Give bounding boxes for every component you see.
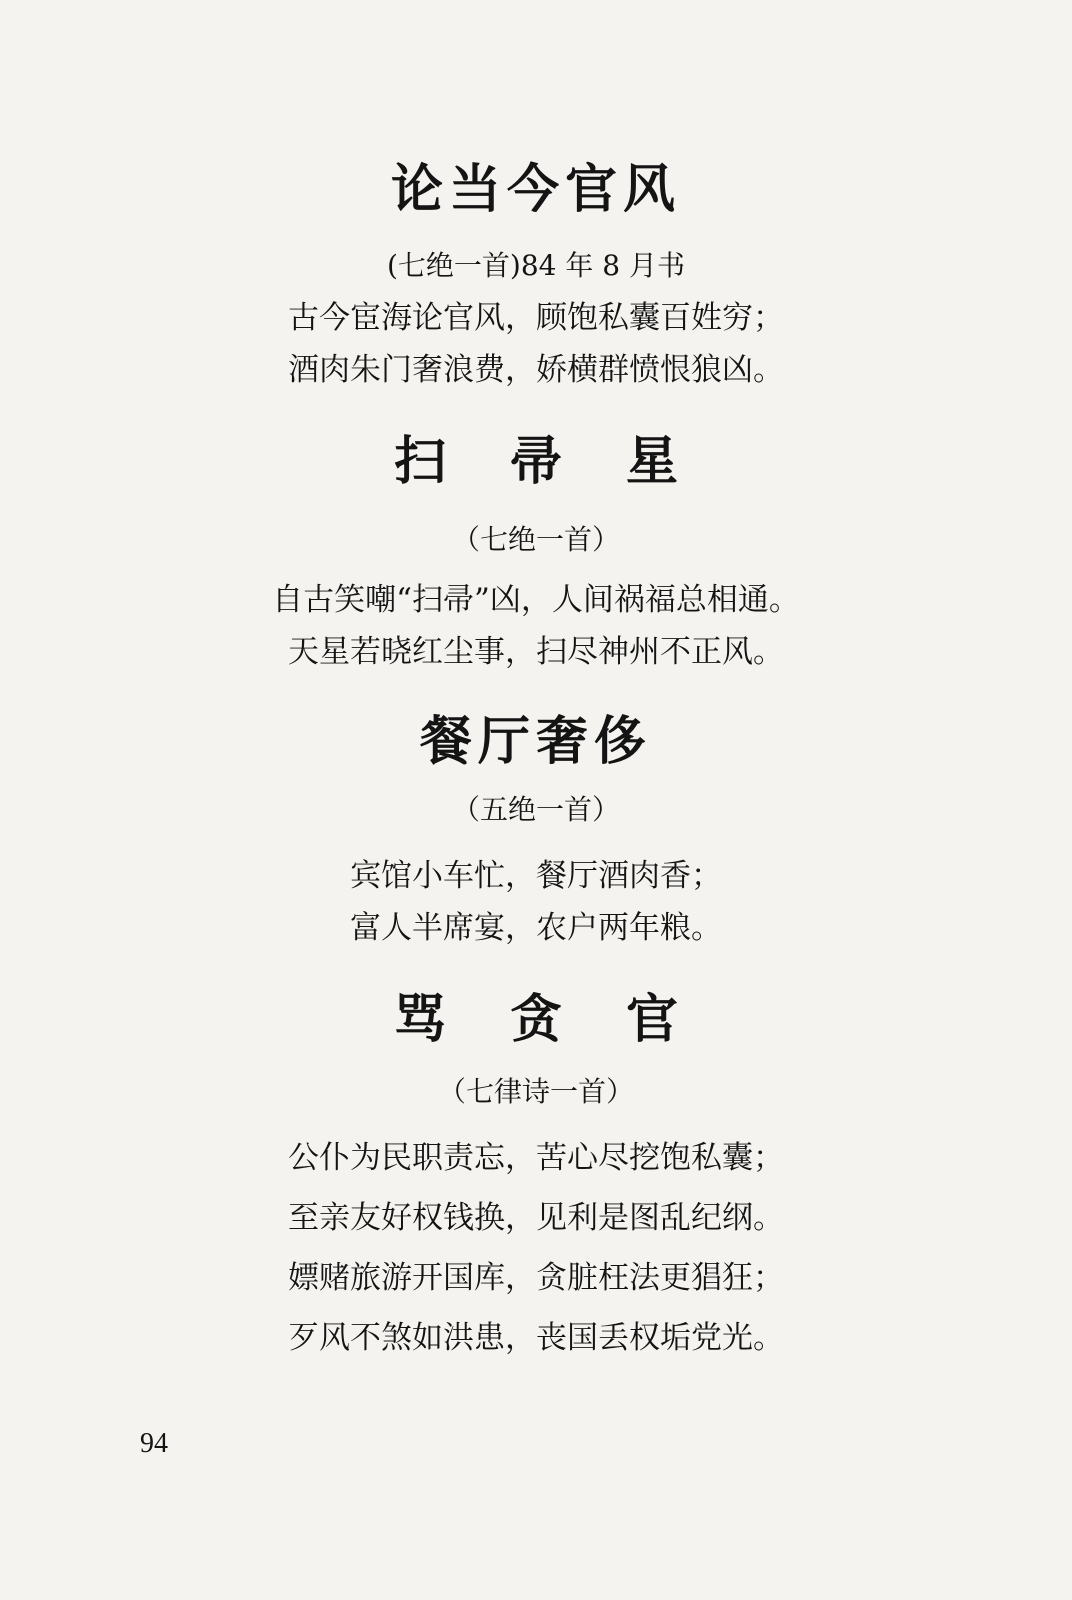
- poem-line: 天星若晓红尘事，扫尽神州不正风。: [288, 634, 784, 670]
- poem-3: [0, 712, 1072, 954]
- poem-title: 骂贪官: [393, 989, 742, 1050]
- poem-subtitle: （五绝一首）: [451, 793, 620, 826]
- poem-title: 扫帚星: [393, 431, 742, 492]
- poem-line: 公仆为民职责忘，苦心尽挖饱私囊；: [288, 1140, 784, 1176]
- poem-line: 嫖赌旅游开国库，贪脏枉法更猖狂；: [288, 1260, 784, 1296]
- poem-title: 餐厅奢侈: [419, 711, 652, 772]
- poem-subtitle: （七绝一首）: [451, 523, 620, 556]
- poem-line: 富人半席宴，农户两年粮。: [350, 910, 722, 946]
- poem-2: [0, 432, 1072, 678]
- poem-subtitle: （七律诗一首）: [437, 1075, 634, 1108]
- poem-line: 宾馆小车忙，餐厅酒肉香；: [350, 858, 722, 894]
- poem-line: 古今宦海论官风，顾饱私囊百姓穷；: [288, 300, 784, 336]
- poem-line: 自古笑嘲“扫帚”凶，人间祸福总相通。: [272, 582, 800, 618]
- poem-line: 歹风不煞如洪患，丧国丢权垢党光。: [288, 1320, 784, 1356]
- page-number: 94: [140, 1428, 168, 1459]
- poem-line: 酒肉朱门奢浪费，娇横群愤恨狼凶。: [288, 352, 784, 388]
- poem-4: [0, 990, 1072, 1364]
- poem-subtitle: (七绝一首)84 年 8 月书: [387, 249, 685, 282]
- poem-title: 论当今官风: [390, 159, 681, 220]
- poem-line: 至亲友好权钱换，见利是图乱纪纲。: [288, 1200, 784, 1236]
- poem-1: [0, 160, 1072, 396]
